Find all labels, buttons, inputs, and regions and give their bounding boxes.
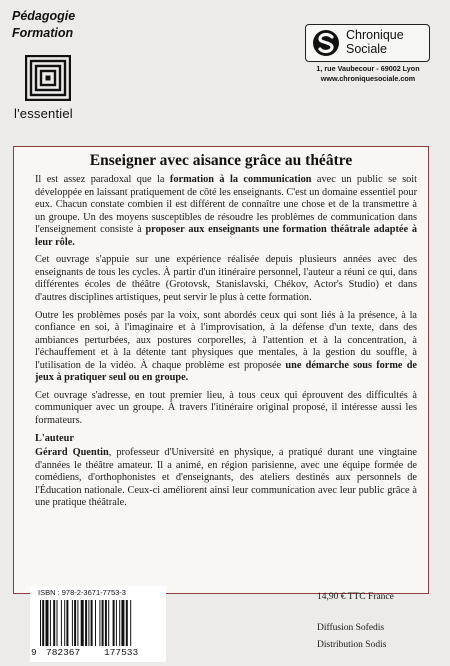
collection-name: l'essentiel xyxy=(14,106,73,121)
barcode-bar xyxy=(40,600,41,646)
barcode-bars-icon xyxy=(40,600,158,646)
barcode-bar xyxy=(119,600,120,646)
barcode-bar xyxy=(72,600,73,646)
barcode: ISBN : 978-2-3671-7753-3 9 782367 177533 xyxy=(30,586,166,662)
barcode-bar xyxy=(85,600,87,646)
author-heading: L'auteur xyxy=(35,432,74,444)
blurb-paragraph-4: Cet ouvrage s'adresse, en tout premier lieu, à tous ceux qui éprouvent des difficultés à communiquer avec un groupe. À travers l'itinéraire original proposé, il intéresse aussi les formateurs. xyxy=(35,389,417,426)
book-title: Enseigner avec aisance grâce au théâtre xyxy=(89,152,353,169)
barcode-bar xyxy=(66,600,68,646)
series-pedagogie: Pédagogie xyxy=(12,9,76,23)
publisher-address: 1, rue Vaubecour - 69002 Lyon www.chroniquesociale.com xyxy=(298,64,438,84)
distribution-info xyxy=(317,620,386,654)
barcode-bar xyxy=(42,600,44,646)
barcode-bar xyxy=(74,600,76,646)
barcode-bar xyxy=(57,600,58,646)
barcode-bar xyxy=(64,600,65,646)
barcode-bar xyxy=(46,600,49,646)
barcode-bar xyxy=(77,600,78,646)
barcode-bar xyxy=(126,600,128,646)
publisher-website: www.chroniquesociale.com xyxy=(320,74,416,83)
publisher-name: Chronique Sociale xyxy=(346,28,404,56)
price: 14,90 € TTC France xyxy=(317,592,394,602)
barcode-bar xyxy=(50,600,51,646)
barcode-bar xyxy=(121,600,124,646)
author-bio: Gérard Quentin, professeur d'Université en physique, a pratiqué durant une vingtaine d'années le théâtre amateur. Il a animé, en région parisienne, avec une équipe formée de comédiens, d'orthophonistes et d'enseignants, des ateliers destinés aux personnels de l'Éducation nationale. Ceux-ci améliorent ainsi leur communication avec leur public grâce à une pratique théâtrale. xyxy=(35,447,417,509)
barcode-bar xyxy=(91,600,93,646)
publisher-logo xyxy=(305,24,430,62)
blurb-text xyxy=(35,174,417,515)
blurb-paragraph-1: Il est assez paradoxal que la formation à la communication avec un public se soit développée en laissant pratiquement de côté les enseignants. C'est un domaine essentiel pour eux. Chacun constate combien il est différent de connaître une chose et de la transmettre à un groupe. Un des moyens susceptibles de résoudre les problèmes de communication dans l'enseignement consiste à proposer aux enseignants une formation théâtrale adaptée à leur rôle. xyxy=(35,174,418,248)
barcode-bar xyxy=(113,600,115,646)
barcode-bar xyxy=(99,600,100,646)
barcode-bar xyxy=(81,600,84,646)
barcode-bar xyxy=(108,600,109,646)
barcode-bar xyxy=(130,600,131,646)
series-label xyxy=(12,8,75,42)
barcode-bar xyxy=(116,600,117,646)
barcode-bar xyxy=(95,600,96,646)
barcode-bar xyxy=(53,600,55,646)
isbn-label: ISBN : 978-2-3671-7753-3 xyxy=(38,588,126,597)
diffusion-label: Diffusion Sofedis xyxy=(317,623,385,633)
barcode-bar xyxy=(105,600,107,646)
barcode-bar xyxy=(61,600,62,646)
distribution-label: Distribution Sodis xyxy=(317,640,387,650)
publisher-emblem-icon xyxy=(312,29,340,57)
blurb-paragraph-2: Cet ouvrage s'appuie sur une expérience réalisée depuis plusieurs années avec des enseignants de tous les cycles. À partir d'un itinéraire personnel, l'auteur a réuni ce qui, dans différentes écoles de théâtre (Grotovsk, Stanislavski, Chékov, Actor's Studio) et dans d'autres disciplines artistiques, peut servir le plus à cette formation. xyxy=(35,254,417,303)
blurb-card xyxy=(13,146,429,594)
blurb-paragraph-3: Outre les problèmes posés par la voix, sont abordés ceux qui sont liés à la présence, à la confiance en soi, à l'imaginaire et à l'improvisation, à la défense d'un texte, dans des ambiances perturbées, aux postures corporelles, à l'attention et à la concentration, à l'échauffement et à la détente tant physiques que mentales, à la gestion du souffle, à l'utilisation de la vidéo. À chaque problème est proposée une démarche sous forme de jeux à pratiquer seul ou en groupe. xyxy=(35,309,417,384)
barcode-bar xyxy=(88,600,89,646)
series-formation: Formation xyxy=(12,26,74,40)
author-name: Gérard Quentin xyxy=(35,447,109,459)
barcode-bar xyxy=(102,600,104,646)
collection-logo-icon xyxy=(25,55,71,101)
